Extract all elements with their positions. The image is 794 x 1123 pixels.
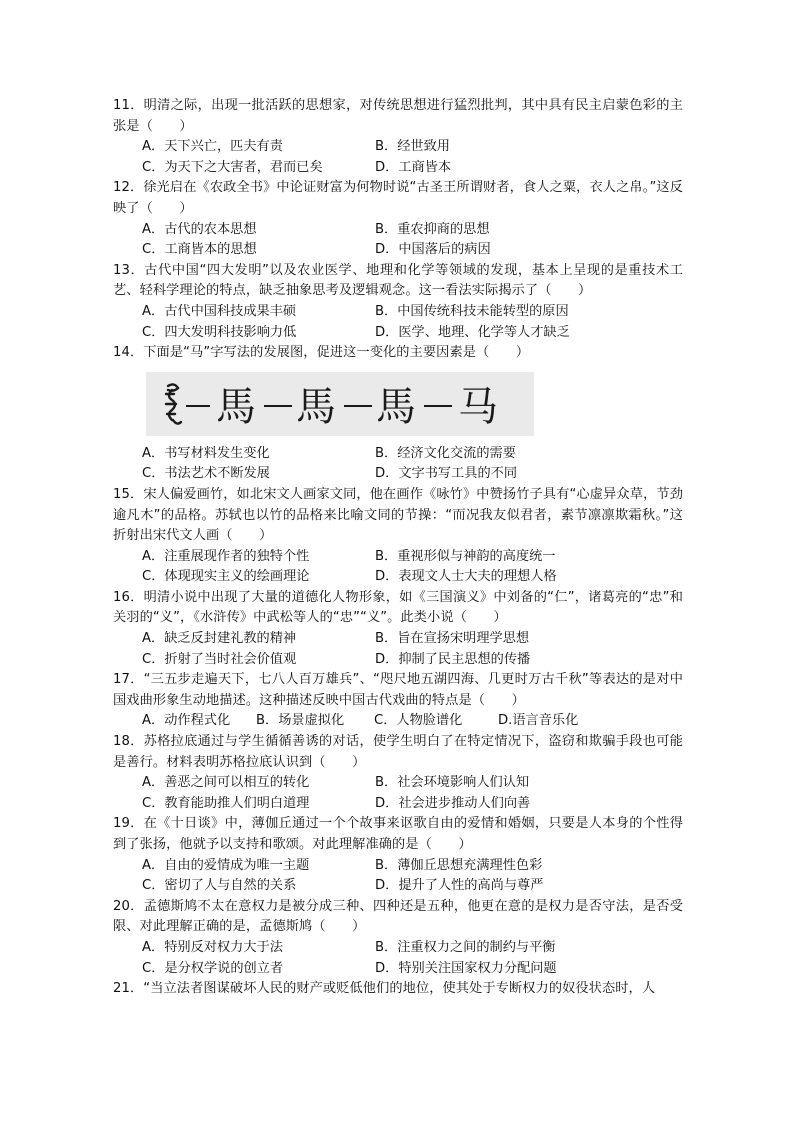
- question-stem: 17．“三五步走遍天下，七八人百万雄兵”、“咫尺地五湖四海、几更时万古千秋”等表达的是对中国戏曲形象生动地描述。这种描述反映中国古代戏曲的特点是（ ）: [113, 672, 683, 708]
- question-17: [113, 670, 683, 732]
- option-a: A．古代的农本思想: [142, 221, 257, 237]
- option-b: B．经世致用: [375, 139, 450, 155]
- question-stem: 19．在《十日谈》中，薄伽丘通过一个个故事来讴歌自由的爱情和婚姻，只要是人本身的个性得到了张扬，他就予以支持和歌颂。对此理解准确的是（ ）: [113, 816, 683, 852]
- question-stem: 15．宋人偏爱画竹，如北宋文人画家文同，他在画作《咏竹》中赞扬竹子具有“心虚异众草，节劲逾凡木”的品格。苏轼也以竹的品格来比喻文同的节操：“而况我友似君者，素节凛凛欺霜秋。”这折射出宋代文人画（ ）: [113, 486, 683, 544]
- question-11: [113, 96, 683, 178]
- question-stem: 16．明清小说中出现了大量的道德化人物形象，如《三国演义》中刘备的“仁”，诸葛亮的“忠”和关羽的“义”，《水浒传》中武松等人的“忠”“义”。此类小说（ ）: [113, 589, 683, 626]
- glyph-simplified: 马: [458, 383, 498, 430]
- options: [113, 629, 683, 670]
- option-c: C．人物脸谱化: [374, 713, 463, 729]
- glyph-seal-script: 馬: [216, 383, 256, 430]
- option-c: C．为天下之大害者，君而已矣: [142, 159, 323, 175]
- options: [113, 547, 683, 588]
- question-stem: 12．徐光启在《农政全书》中论证财富为何物时说“古圣王所谓财者，食人之粟，衣人之帛。”这反映了（ ）: [113, 180, 683, 216]
- option-b: B．场景虚拟化: [256, 713, 345, 729]
- oracle-bone-horse-glyph: [166, 384, 181, 423]
- option-d: D．工商皆本: [375, 159, 452, 175]
- option-d: D．提升了人性的高尚与尊严: [375, 878, 544, 894]
- option-b: B．注重权力之间的制约与平衡: [375, 939, 556, 955]
- option-a: A．特别反对权力大于法: [142, 939, 283, 955]
- question-20: [113, 897, 683, 979]
- question-21: [113, 979, 683, 1000]
- question-stem: 18．苏格拉底通过与学生循循善诱的对话，使学生明白了在特定情况下，盗窃和欺骗手段也可能是善行。材料表明苏格拉底认识到（ ）: [113, 734, 683, 770]
- option-a: A．缺乏反封建礼教的精神: [142, 631, 297, 647]
- question-stem: 11．明清之际，出现一批活跃的思想家，对传统思想进行猛烈批判，其中具有民主启蒙色彩的主张是（ ）: [113, 98, 683, 134]
- options: [113, 220, 683, 261]
- options: [113, 938, 683, 979]
- option-a: A．自由的爱情成为唯一主题: [142, 857, 310, 873]
- option-a: A．善恶之间可以相互的转化: [142, 775, 310, 791]
- option-b: B．薄伽丘思想充满理性色彩: [375, 857, 543, 873]
- glyph-clerical-script: 馬: [296, 383, 336, 430]
- option-d: D．抑制了民主思想的传播: [375, 651, 531, 667]
- option-d: D．社会进步推动人们向善: [375, 795, 531, 811]
- option-c: C．四大发明科技影响力低: [142, 324, 297, 340]
- question-15: [113, 485, 683, 588]
- glyph-regular-script: 馬: [376, 383, 416, 430]
- option-d: D.语言音乐化: [498, 713, 579, 729]
- option-b: B．旨在宣扬宋明理学思想: [375, 631, 530, 647]
- option-d: D．表现文人士大夫的理想人格: [375, 569, 557, 585]
- option-b: B．社会环境影响人们认知: [375, 775, 530, 791]
- options: [113, 856, 683, 897]
- option-d: D．医学、地理、化学等人才缺乏: [375, 324, 570, 340]
- question-19: [113, 814, 683, 896]
- option-c: C．体现现实主义的绘画理论: [142, 569, 310, 585]
- options: [113, 711, 683, 732]
- question-stem: 21．“当立法者图谋破坏人民的财产或贬低他们的地位，使其处于专断权力的奴役状态时，人: [113, 981, 656, 997]
- option-c: C．书法艺术不断发展: [142, 466, 270, 482]
- option-b: B．重视形似与神韵的高度统一: [375, 548, 556, 564]
- figure-image: [146, 372, 534, 436]
- character-evolution-figure: [113, 372, 683, 436]
- option-b: B．重农抑商的思想: [375, 221, 490, 237]
- question-18: [113, 732, 683, 814]
- option-c: C．折射了当时社会价值观: [142, 651, 297, 667]
- option-c: C．是分权学说的创立者: [142, 960, 284, 976]
- option-b: B．经济文化交流的需要: [375, 445, 516, 461]
- options: [113, 773, 683, 814]
- question-stem: 13．古代中国“四大发明”以及农业医学、地理和化学等领域的发现，基本上呈现的是重技术工艺、轻科学理论的特点，缺乏抽象思考及逻辑观念。这一看法实际揭示了（ ）: [113, 262, 683, 299]
- options: [113, 444, 683, 485]
- option-d: D．中国落后的病因: [375, 242, 491, 258]
- options: [113, 302, 683, 343]
- option-c: C．工商皆本的思想: [142, 242, 257, 258]
- option-d: D．特别关注国家权力分配问题: [375, 960, 557, 976]
- option-b: B．中国传统科技未能转型的原因: [375, 303, 569, 319]
- question-14: [113, 343, 683, 485]
- question-stem: 14．下面是“马”字写法的发展图，促进这一变化的主要因素是（ ）: [113, 345, 530, 361]
- option-d: D．文字书写工具的不同: [375, 466, 518, 482]
- option-a: A．天下兴亡，匹夫有责: [142, 139, 283, 155]
- question-13: [113, 261, 683, 343]
- option-a: A．动作程式化: [142, 713, 231, 729]
- option-c: C．密切了人与自然的关系: [142, 878, 297, 894]
- option-a: A．注重展现作者的独特个性: [142, 548, 310, 564]
- option-a: A．书写材料发生变化: [142, 445, 270, 461]
- option-c: C．教育能助推人们明白道理: [142, 795, 310, 811]
- options: [113, 137, 683, 178]
- question-12: [113, 178, 683, 260]
- question-stem: 20．孟德斯鸠不太在意权力是被分成三种、四种还是五种，他更在意的是权力是否守法，是否受限、对此理解正确的是，孟德斯鸠（ ）: [113, 898, 683, 935]
- question-16: [113, 588, 683, 670]
- ma-evolution-svg: [146, 372, 534, 436]
- exam-page: [113, 96, 683, 1000]
- option-a: A．古代中国科技成果丰硕: [142, 303, 297, 319]
